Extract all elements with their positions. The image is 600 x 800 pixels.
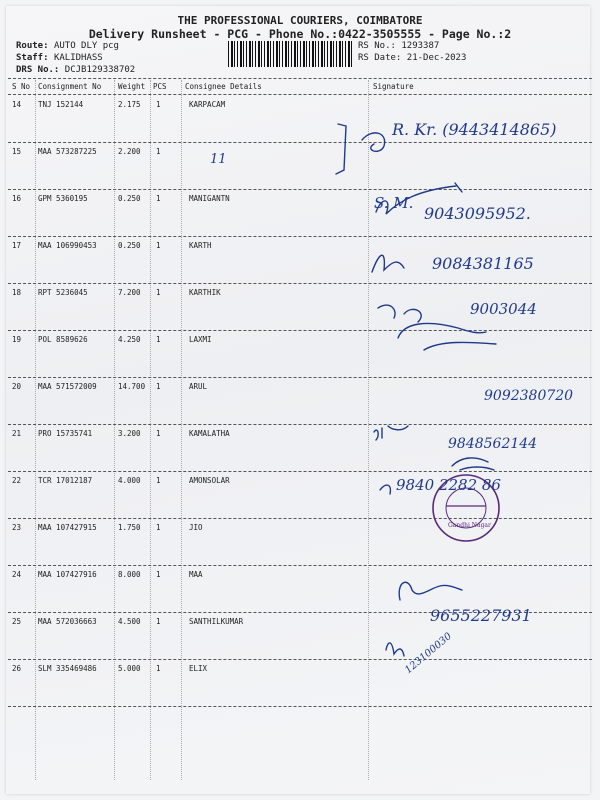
signature-row-14: R. Kr. (9443414865) [392, 120, 557, 139]
row-pcs: 1 [156, 288, 161, 297]
row-weight: 4.000 [118, 476, 141, 485]
row-consignment-no: MAA 571572009 [38, 382, 97, 391]
row-pcs: 1 [156, 194, 161, 203]
rs-no-label: RS No.: [358, 41, 396, 51]
row-sno: 16 [12, 194, 22, 203]
drs-label: DRS No.: [16, 65, 60, 75]
row-weight: 14.700 [118, 382, 146, 391]
row-consignee: KARTHIK [189, 288, 221, 297]
row-consignment-no: MAA 573287225 [38, 147, 97, 156]
signature-row-16-phone: 9043095952. [424, 204, 531, 223]
row-sno: 15 [12, 147, 22, 156]
mark-row-15: 11 [210, 152, 227, 167]
row-sno: 14 [12, 100, 22, 109]
signature-row-18: 9003044 [470, 300, 537, 318]
col-pcs: PCS [153, 82, 167, 91]
col-signature: Signature [373, 82, 414, 91]
row-consignment-no: MAA 572036663 [38, 617, 97, 626]
row-consignee: KAMALATHA [189, 429, 230, 438]
row-sno: 17 [12, 241, 22, 250]
runsheet-title: Delivery Runsheet - PCG - Phone No.:0422-3505555 - Page No.:2 [88, 27, 512, 41]
row-consignment-no: TCR 17012187 [38, 476, 93, 485]
col-sno: S No [12, 82, 31, 91]
row-pcs: 1 [156, 382, 161, 391]
row-weight: 0.250 [118, 194, 141, 203]
table-row [0, 331, 600, 378]
row-consignment-no: MAA 107427915 [38, 523, 97, 532]
row-consignee: JIO [189, 523, 203, 532]
row-pcs: 1 [156, 241, 161, 250]
rs-date-label: RS Date: [358, 53, 402, 63]
row-pcs: 1 [156, 570, 161, 579]
row-sno: 22 [12, 476, 22, 485]
route-label: Route: [16, 41, 49, 51]
row-weight: 0.250 [118, 241, 141, 250]
row-weight: 4.250 [118, 335, 141, 344]
row-consignment-no: MAA 107427916 [38, 570, 97, 579]
row-sno: 20 [12, 382, 22, 391]
signature-row-17: 9084381165 [432, 254, 534, 273]
row-divider [8, 706, 592, 707]
row-sno: 24 [12, 570, 22, 579]
row-consignee: ARUL [189, 382, 208, 391]
col-consignment: Consignment No [38, 82, 102, 91]
row-consignee: SANTHILKUMAR [189, 617, 244, 626]
row-consignee: MANIGANTN [189, 194, 230, 203]
barcode-image [228, 41, 354, 67]
row-consignment-no: PRO 15735741 [38, 429, 93, 438]
row-weight: 1.750 [118, 523, 141, 532]
row-weight: 2.175 [118, 100, 141, 109]
row-pcs: 1 [156, 664, 161, 673]
row-pcs: 1 [156, 429, 161, 438]
stamp-text: Gandhi Nagar [448, 522, 491, 529]
row-pcs: 1 [156, 476, 161, 485]
staff-line [16, 53, 103, 63]
row-pcs: 1 [156, 147, 161, 156]
row-consignment-no: MAA 106990453 [38, 241, 97, 250]
row-weight: 3.200 [118, 429, 141, 438]
route-line [16, 41, 119, 51]
signature-row-16-name: S. M. [374, 194, 414, 212]
signature-row-25: 9655227931 [430, 606, 532, 625]
row-sno: 25 [12, 617, 22, 626]
row-sno: 26 [12, 664, 22, 673]
row-sno: 18 [12, 288, 22, 297]
signature-row-22: 9840 2282 86 [396, 476, 501, 494]
row-pcs: 1 [156, 617, 161, 626]
signature-row-21: 9848562144 [448, 436, 538, 452]
row-consignee: LAXMI [189, 335, 212, 344]
row-sno: 21 [12, 429, 22, 438]
row-weight: 4.500 [118, 617, 141, 626]
col-consignee: Consignee Details [185, 82, 262, 91]
company-title: THE PROFESSIONAL COURIERS, COIMBATORE [177, 14, 423, 27]
drs-line [16, 65, 135, 75]
row-pcs: 1 [156, 100, 161, 109]
rs-no-line [358, 41, 439, 51]
row-consignment-no: GPM 5360195 [38, 194, 88, 203]
signature-row-19: 9092380720 [484, 388, 574, 404]
row-weight: 7.200 [118, 288, 141, 297]
row-consignment-no: TNJ 152144 [38, 100, 84, 109]
row-consignment-no: POL 8589626 [38, 335, 88, 344]
col-weight: Weight [118, 82, 146, 91]
row-consignee: KARPACAM [189, 100, 226, 109]
header-rule-top [8, 78, 592, 79]
rs-no-value: 1293387 [401, 41, 440, 51]
table-row [0, 660, 600, 707]
row-consignee: AMONSOLAR [189, 476, 230, 485]
route-value: AUTO DLY pcg [53, 41, 119, 51]
rs-date-line [358, 53, 466, 63]
row-consignment-no: SLM 335469486 [38, 664, 97, 673]
drs-value: DCJB129338702 [64, 65, 136, 75]
row-consignee: ELIX [189, 664, 208, 673]
table-row [0, 519, 600, 566]
row-weight: 8.000 [118, 570, 141, 579]
row-weight: 2.200 [118, 147, 141, 156]
row-consignment-no: RPT 5236045 [38, 288, 88, 297]
signature-row-26: 123100030 [403, 630, 455, 677]
row-sno: 23 [12, 523, 22, 532]
row-consignee: KARTH [189, 241, 212, 250]
table-row [0, 143, 600, 190]
row-sno: 19 [12, 335, 22, 344]
table-row [0, 472, 600, 519]
row-pcs: 1 [156, 523, 161, 532]
rs-date-value: 21-Dec-2023 [406, 53, 467, 63]
row-pcs: 1 [156, 335, 161, 344]
row-consignee: MAA [189, 570, 203, 579]
header-rule-bottom [8, 94, 592, 95]
staff-label: Staff: [16, 53, 49, 63]
row-weight: 5.000 [118, 664, 141, 673]
staff-value: KALIDHASS [53, 53, 103, 63]
